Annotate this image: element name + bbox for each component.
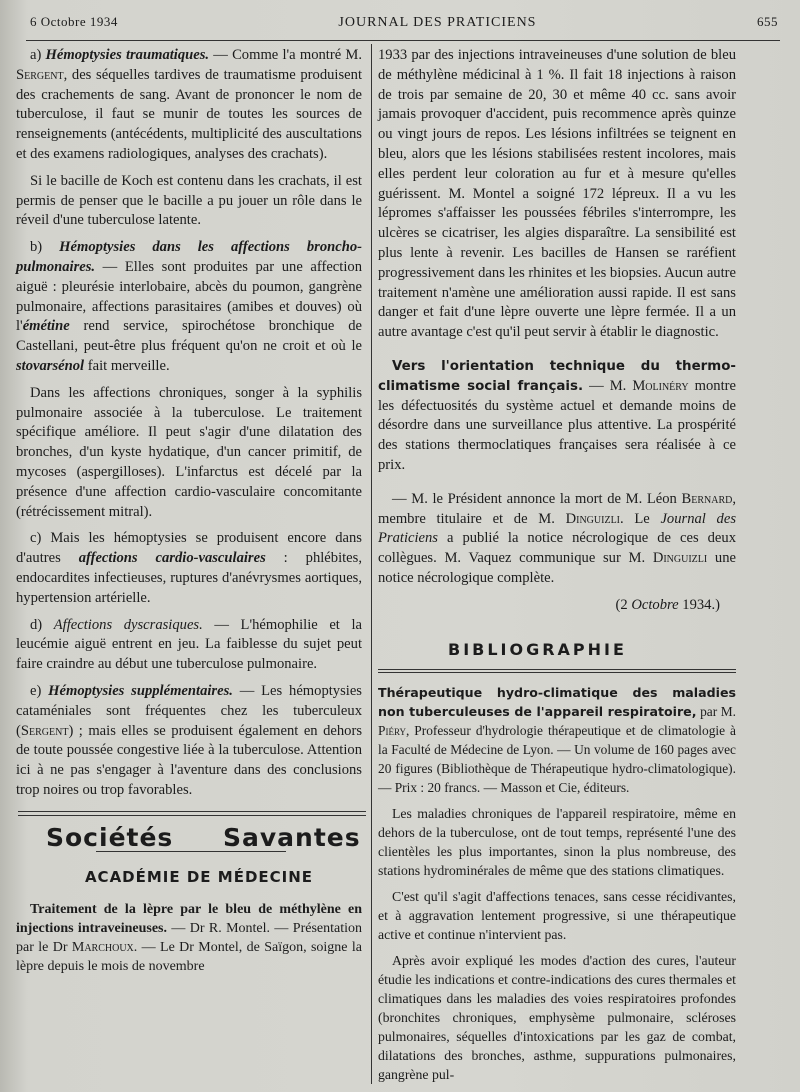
paragraph-a2: Si le bacille de Koch est contenu dans les crachats, il est permis de penser que le bacille a pu jouer un rôle dans le réveil d'une tuberculose latente.: [16, 172, 362, 229]
journal-title: JOURNAL DES PRATICIENS: [338, 15, 537, 30]
right-column: [378, 46, 736, 1091]
paragraph-b: b) Hémoptysies dans les affections broncho-pulmonaires. — Elles sont produites par une affection aiguë : pleurésie interlobaire, abcès du poumon, gangrène pulmonaire, affections parasitaires (amibes et douves) où l'émétine rend service, spirochétose bronchique de Castellani, peut-être plus fréquent qu'on ne croit et où le stovarsénol fait merveille.: [16, 239, 362, 374]
academy-item: Traitement de la lèpre par le bleu de méthylène en injections intraveineuses. — Dr R. Montel. — Présentation par le Dr Marchoux. — Le Dr Montel, de Saïgon, soigne la lèpre depuis le mois de novembre: [16, 902, 362, 975]
column-divider: [371, 44, 372, 1084]
paragraph-e: e) Hémoptysies supplémentaires. — Les hémoptysies cataméniales sont fréquentes chez les tuberculeux (Sergent) ; mais elles se produisent également en dehors de toute poussée congestive liée à la tuberculose. Attention ici à ne pas s'engager à l'aventure dans des conclusions trop noires ou trop favorables.: [16, 682, 362, 798]
review-paragraph-3: Après avoir expliqué les modes d'action des cures, l'auteur étudie les indications et contre-indications des cures thermales et climatiques dans les maladies des voies respiratoires profondes (bronchites chroniques, emphysème pulmonaire, scléroses pulmonaires, séquelles d'intoxications par les gaz de combat, dilatations des bronches, asthme, suppurations pulmonaires, gangrène pul-: [378, 953, 736, 1083]
section-title: Sociétés Savantes: [46, 822, 361, 852]
left-column: [16, 46, 362, 983]
session-date: (2 Octobre 1934.): [615, 596, 720, 613]
header-rule: [26, 40, 780, 41]
review-paragraph-2: C'est qu'il s'agit d'affections tenaces, sans cesse récidivantes, et à aggravation lentement progressive, si une thérapeutique active et continue n'intervient pas.: [378, 889, 736, 943]
page-number: 655: [757, 14, 778, 29]
president-announcement: — M. le Président annonce la mort de M. Léon Bernard, membre titulaire et de M. Dinguizli. Le Journal des Praticiens a publié la notice nécrologique de ces deux collègues. M. Vaquez communique sur M. Dinguizli une notice nécrologique complète.: [378, 490, 736, 586]
book-entry: Thérapeutique hydro-climatique des maladies non tuberculeuses de l'appareil respiratoire, par M. Piéry, Professeur d'hydrologie thérapeutique et de climatologie à la Faculté de Médecine de Lyon. — Un volume de 160 pages avec 20 figures (Bibliothèque de Thérapeutique hydro-climatologique). — Prix : 20 francs. — Masson et Cie, éditeurs.: [378, 685, 736, 796]
section-separator: [18, 811, 366, 816]
bibliography-rule: [378, 669, 736, 673]
paragraph-d: d) Affections dyscrasiques. — L'hémophilie et la leucémie aiguë entrent en jeu. La faiblesse du sujet peut faire craindre au début une tuberculose pulmonaire.: [16, 616, 362, 673]
bibliography-heading: BIBLIOGRAPHIE: [448, 639, 627, 659]
paragraph-a: a) Hémoptysies traumatiques. — Comme l'a montré M. Sergent, des séquelles tardives de traumatisme produisent des crachements de sang. Avant de prononcer le nom de tuberculose, il faut se munir de toutes les sources de renseignements (antécédents, multiplicité des auscultations et des examens radiologiques, analyses des crachats).: [16, 47, 363, 162]
paragraph-b2: Dans les affections chroniques, songer à la syphilis pulmonaire associée à la tuberculose. Le traitement spécifique améliore. Il peut s'agir d'une dilatation des bronches, d'un kyste hydatique, d'un cancer primitif, de mycoses (aspergilloses). L'infarctus est décelé par la présence d'une affection cardio-vasculaire concomitante (rétrécissement mitral).: [16, 384, 362, 520]
page-header: [30, 14, 778, 38]
paragraph-c: c) Mais les hémoptysies se produisent encore dans d'autres affections cardio-vasculaires : phlébites, endocardites infectieuses, ruptures d'anévrysmes aortiques, hypertension artérielle.: [16, 530, 362, 606]
leprosy-continuation: 1933 par des injections intraveineuses d'une solution de bleu de méthylène médicinal à 1 %. Il fait 18 injections à raison de trois par semaine de 20, 30 et même 40 cc. sans avoir jamais provoquer d'accident, puis recommence après quinze ou vingt jours de repos. Les lésions infiltrées se teignent en bleu, alors que les lésions stabilisées restent incolores, mais elles perdent leur coloration au fur et à mesure qu'elles guérissent. M. Montel a soigné 172 lépreux. Il a vu les lépromes s'affaisser les poussées fébriles s'interrompre, les ulcères se cicatriser, les algies disparaître. La sensibilité est plus lente à revenir. Les bacilles de Hansen se raréfient progressivement dans les rhinites et les biopsies. Aucun autre traitement n'amène une amélioration aussi rapide. Il est sans danger et fait d'une lèpre ouverte une lèpre fermée. Il a un autre avantage c'est qu'il peut servir à établir le diagnostic.: [378, 47, 736, 341]
review-paragraph-1: Les maladies chroniques de l'appareil respiratoire, même en dehors de la tuberculose, ont de tout temps, représenté l'une des clientèles les plus importantes, sinon la plus nombreuse, des stations hydrominérales de même que des stations climatiques.: [378, 806, 736, 879]
issue-date: 6 Octobre 1934: [30, 14, 118, 29]
thermo-climatism-item: Vers l'orientation technique du thermo-climatisme social français. — M. Molinéry montre les défectuosités du système actuel et demande moins de désordre dans une surveillance plus attentive. La prospérité des stations thermoclatiques françaises sera réalisée à ce prix.: [378, 358, 736, 473]
academy-heading: ACADÉMIE DE MÉDECINE: [84, 868, 314, 887]
